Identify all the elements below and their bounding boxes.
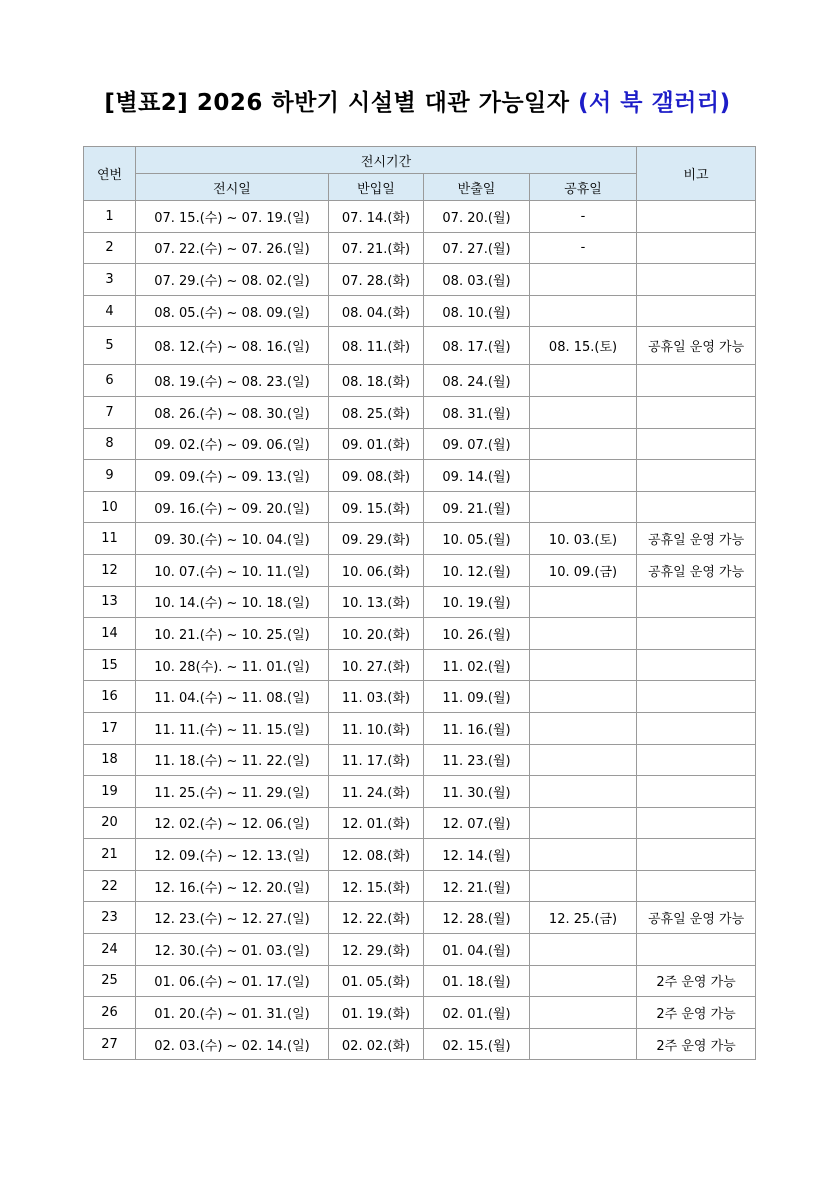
- cell-move-out: 10. 05.(월): [424, 523, 530, 555]
- page-title: [0, 84, 835, 117]
- cell-move-out: 11. 23.(월): [424, 744, 530, 776]
- cell-move-in: 12. 08.(화): [329, 839, 424, 871]
- cell-move-in: 10. 06.(화): [329, 554, 424, 586]
- cell-remarks: 2주 운영 가능: [637, 1028, 756, 1060]
- cell-move-out: 08. 10.(월): [424, 295, 530, 327]
- cell-move-in: 08. 11.(화): [329, 327, 424, 365]
- cell-no: 3: [84, 264, 136, 296]
- table-row: [84, 295, 756, 327]
- cell-exhibition: 08. 19.(수) ~ 08. 23.(일): [136, 365, 329, 397]
- cell-holiday: [530, 396, 637, 428]
- cell-move-in: 10. 20.(화): [329, 618, 424, 650]
- cell-no: 19: [84, 776, 136, 808]
- cell-remarks: [637, 649, 756, 681]
- table-row: [84, 491, 756, 523]
- cell-remarks: 공휴일 운영 가능: [637, 554, 756, 586]
- cell-move-out: 07. 27.(월): [424, 232, 530, 264]
- cell-exhibition: 10. 14.(수) ~ 10. 18.(일): [136, 586, 329, 618]
- header-remarks: 비고: [637, 147, 756, 201]
- cell-move-in: 12. 22.(화): [329, 902, 424, 934]
- table-row: [84, 232, 756, 264]
- cell-move-out: 08. 17.(월): [424, 327, 530, 365]
- cell-holiday: [530, 295, 637, 327]
- header-period: 전시기간: [136, 147, 637, 174]
- table-row: [84, 649, 756, 681]
- cell-no: 15: [84, 649, 136, 681]
- cell-holiday: [530, 997, 637, 1029]
- cell-remarks: [637, 839, 756, 871]
- cell-remarks: [637, 870, 756, 902]
- cell-move-out: 01. 18.(월): [424, 965, 530, 997]
- cell-exhibition: 12. 30.(수) ~ 01. 03.(일): [136, 934, 329, 966]
- cell-exhibition: 01. 06.(수) ~ 01. 17.(일): [136, 965, 329, 997]
- header-no: 연번: [84, 147, 136, 201]
- cell-move-out: 01. 04.(월): [424, 934, 530, 966]
- header-move-in: 반입일: [329, 174, 424, 201]
- cell-move-in: 11. 17.(화): [329, 744, 424, 776]
- cell-holiday: [530, 776, 637, 808]
- cell-exhibition: 11. 25.(수) ~ 11. 29.(일): [136, 776, 329, 808]
- cell-holiday: 12. 25.(금): [530, 902, 637, 934]
- cell-no: 12: [84, 554, 136, 586]
- cell-remarks: [637, 491, 756, 523]
- cell-move-in: 01. 19.(화): [329, 997, 424, 1029]
- cell-exhibition: 12. 09.(수) ~ 12. 13.(일): [136, 839, 329, 871]
- cell-move-out: 02. 01.(월): [424, 997, 530, 1029]
- cell-move-in: 07. 21.(화): [329, 232, 424, 264]
- cell-move-out: 11. 30.(월): [424, 776, 530, 808]
- cell-move-out: 09. 14.(월): [424, 460, 530, 492]
- cell-holiday: [530, 460, 637, 492]
- cell-exhibition: 11. 04.(수) ~ 11. 08.(일): [136, 681, 329, 713]
- cell-holiday: 08. 15.(토): [530, 327, 637, 365]
- cell-move-in: 09. 08.(화): [329, 460, 424, 492]
- cell-move-out: 10. 26.(월): [424, 618, 530, 650]
- cell-no: 18: [84, 744, 136, 776]
- cell-no: 20: [84, 807, 136, 839]
- table-row: [84, 807, 756, 839]
- cell-move-out: 09. 07.(월): [424, 428, 530, 460]
- cell-remarks: [637, 396, 756, 428]
- cell-holiday: [530, 934, 637, 966]
- cell-move-in: 11. 03.(화): [329, 681, 424, 713]
- cell-no: 16: [84, 681, 136, 713]
- cell-move-out: 11. 02.(월): [424, 649, 530, 681]
- cell-exhibition: 09. 16.(수) ~ 09. 20.(일): [136, 491, 329, 523]
- cell-move-out: 08. 31.(월): [424, 396, 530, 428]
- cell-remarks: [637, 776, 756, 808]
- cell-exhibition: 12. 16.(수) ~ 12. 20.(일): [136, 870, 329, 902]
- cell-move-in: 09. 01.(화): [329, 428, 424, 460]
- cell-exhibition: 11. 11.(수) ~ 11. 15.(일): [136, 712, 329, 744]
- cell-exhibition: 01. 20.(수) ~ 01. 31.(일): [136, 997, 329, 1029]
- cell-move-in: 02. 02.(화): [329, 1028, 424, 1060]
- title-prefix: [별표2] 2026 하반기 시설별 대관 가능일자: [104, 90, 578, 116]
- cell-holiday: [530, 649, 637, 681]
- cell-move-out: 07. 20.(월): [424, 201, 530, 233]
- cell-move-out: 12. 28.(월): [424, 902, 530, 934]
- cell-exhibition: 10. 07.(수) ~ 10. 11.(일): [136, 554, 329, 586]
- cell-exhibition: 07. 29.(수) ~ 08. 02.(일): [136, 264, 329, 296]
- table-row: [84, 460, 756, 492]
- table-row: [84, 523, 756, 555]
- header-exhibition: 전시일: [136, 174, 329, 201]
- table-row: [84, 586, 756, 618]
- cell-move-in: 12. 29.(화): [329, 934, 424, 966]
- cell-no: 23: [84, 902, 136, 934]
- cell-no: 10: [84, 491, 136, 523]
- cell-move-out: 02. 15.(월): [424, 1028, 530, 1060]
- cell-holiday: [530, 681, 637, 713]
- table-row: [84, 776, 756, 808]
- cell-holiday: [530, 428, 637, 460]
- cell-move-out: 08. 03.(월): [424, 264, 530, 296]
- cell-holiday: [530, 586, 637, 618]
- cell-exhibition: 08. 26.(수) ~ 08. 30.(일): [136, 396, 329, 428]
- table-row: [84, 554, 756, 586]
- cell-holiday: [530, 807, 637, 839]
- table-row: [84, 396, 756, 428]
- cell-holiday: [530, 712, 637, 744]
- cell-remarks: [637, 934, 756, 966]
- cell-holiday: [530, 618, 637, 650]
- cell-remarks: [637, 618, 756, 650]
- cell-move-in: 08. 18.(화): [329, 365, 424, 397]
- header-row: [84, 147, 756, 174]
- cell-no: 5: [84, 327, 136, 365]
- cell-no: 17: [84, 712, 136, 744]
- cell-move-out: 09. 21.(월): [424, 491, 530, 523]
- cell-move-in: 11. 10.(화): [329, 712, 424, 744]
- cell-move-out: 08. 24.(월): [424, 365, 530, 397]
- cell-exhibition: 11. 18.(수) ~ 11. 22.(일): [136, 744, 329, 776]
- cell-move-out: 11. 09.(월): [424, 681, 530, 713]
- cell-no: 7: [84, 396, 136, 428]
- cell-remarks: [637, 201, 756, 233]
- cell-remarks: 공휴일 운영 가능: [637, 902, 756, 934]
- cell-move-out: 12. 14.(월): [424, 839, 530, 871]
- cell-move-out: 12. 21.(월): [424, 870, 530, 902]
- table-row: [84, 902, 756, 934]
- cell-move-in: 10. 13.(화): [329, 586, 424, 618]
- cell-remarks: 공휴일 운영 가능: [637, 327, 756, 365]
- cell-exhibition: 07. 22.(수) ~ 07. 26.(일): [136, 232, 329, 264]
- cell-remarks: 2주 운영 가능: [637, 997, 756, 1029]
- cell-remarks: 2주 운영 가능: [637, 965, 756, 997]
- cell-holiday: [530, 264, 637, 296]
- cell-exhibition: 07. 15.(수) ~ 07. 19.(일): [136, 201, 329, 233]
- cell-no: 21: [84, 839, 136, 871]
- cell-remarks: [637, 807, 756, 839]
- cell-exhibition: 09. 30.(수) ~ 10. 04.(일): [136, 523, 329, 555]
- table-row: [84, 870, 756, 902]
- cell-remarks: [637, 460, 756, 492]
- cell-no: 4: [84, 295, 136, 327]
- cell-no: 6: [84, 365, 136, 397]
- cell-remarks: [637, 232, 756, 264]
- cell-no: 8: [84, 428, 136, 460]
- cell-exhibition: 10. 21.(수) ~ 10. 25.(일): [136, 618, 329, 650]
- cell-move-in: 12. 15.(화): [329, 870, 424, 902]
- cell-holiday: [530, 365, 637, 397]
- cell-move-in: 12. 01.(화): [329, 807, 424, 839]
- header-holiday: 공휴일: [530, 174, 637, 201]
- cell-no: 2: [84, 232, 136, 264]
- cell-no: 27: [84, 1028, 136, 1060]
- cell-move-out: 11. 16.(월): [424, 712, 530, 744]
- table-row: [84, 839, 756, 871]
- cell-remarks: [637, 295, 756, 327]
- cell-no: 9: [84, 460, 136, 492]
- cell-no: 11: [84, 523, 136, 555]
- cell-exhibition: 08. 12.(수) ~ 08. 16.(일): [136, 327, 329, 365]
- cell-holiday: [530, 744, 637, 776]
- table-row: [84, 681, 756, 713]
- cell-holiday: 10. 03.(토): [530, 523, 637, 555]
- cell-move-out: 10. 19.(월): [424, 586, 530, 618]
- cell-move-out: 10. 12.(월): [424, 554, 530, 586]
- cell-move-out: 12. 07.(월): [424, 807, 530, 839]
- cell-remarks: [637, 428, 756, 460]
- cell-remarks: [637, 681, 756, 713]
- cell-no: 22: [84, 870, 136, 902]
- header-move-out: 반출일: [424, 174, 530, 201]
- cell-remarks: 공휴일 운영 가능: [637, 523, 756, 555]
- table-row: [84, 428, 756, 460]
- cell-move-in: 08. 25.(화): [329, 396, 424, 428]
- cell-exhibition: 10. 28(수). ~ 11. 01.(일): [136, 649, 329, 681]
- cell-holiday: [530, 870, 637, 902]
- cell-exhibition: 08. 05.(수) ~ 08. 09.(일): [136, 295, 329, 327]
- cell-move-in: 08. 04.(화): [329, 295, 424, 327]
- cell-move-in: 07. 14.(화): [329, 201, 424, 233]
- cell-remarks: [637, 586, 756, 618]
- cell-holiday: [530, 839, 637, 871]
- cell-remarks: [637, 365, 756, 397]
- table-row: [84, 997, 756, 1029]
- table-body: [84, 201, 756, 1060]
- table-row: [84, 201, 756, 233]
- cell-move-in: 10. 27.(화): [329, 649, 424, 681]
- cell-remarks: [637, 264, 756, 296]
- table-row: [84, 365, 756, 397]
- cell-holiday: -: [530, 232, 637, 264]
- cell-no: 14: [84, 618, 136, 650]
- cell-holiday: 10. 09.(금): [530, 554, 637, 586]
- cell-move-in: 01. 05.(화): [329, 965, 424, 997]
- cell-no: 1: [84, 201, 136, 233]
- cell-no: 25: [84, 965, 136, 997]
- table-row: [84, 934, 756, 966]
- table-row: [84, 744, 756, 776]
- title-facility: (서 북 갤러리): [578, 90, 731, 116]
- cell-holiday: -: [530, 201, 637, 233]
- table-row: [84, 264, 756, 296]
- cell-exhibition: 12. 02.(수) ~ 12. 06.(일): [136, 807, 329, 839]
- cell-holiday: [530, 1028, 637, 1060]
- cell-no: 26: [84, 997, 136, 1029]
- cell-no: 24: [84, 934, 136, 966]
- cell-move-in: 11. 24.(화): [329, 776, 424, 808]
- cell-exhibition: 02. 03.(수) ~ 02. 14.(일): [136, 1028, 329, 1060]
- table-row: [84, 965, 756, 997]
- cell-holiday: [530, 491, 637, 523]
- cell-move-in: 09. 15.(화): [329, 491, 424, 523]
- table-row: [84, 618, 756, 650]
- cell-holiday: [530, 965, 637, 997]
- cell-remarks: [637, 712, 756, 744]
- cell-exhibition: 09. 09.(수) ~ 09. 13.(일): [136, 460, 329, 492]
- cell-move-in: 07. 28.(화): [329, 264, 424, 296]
- cell-exhibition: 12. 23.(수) ~ 12. 27.(일): [136, 902, 329, 934]
- cell-exhibition: 09. 02.(수) ~ 09. 06.(일): [136, 428, 329, 460]
- table-row: [84, 327, 756, 365]
- table-row: [84, 712, 756, 744]
- cell-move-in: 09. 29.(화): [329, 523, 424, 555]
- table-row: [84, 1028, 756, 1060]
- cell-remarks: [637, 744, 756, 776]
- schedule-table: [83, 146, 756, 1060]
- cell-no: 13: [84, 586, 136, 618]
